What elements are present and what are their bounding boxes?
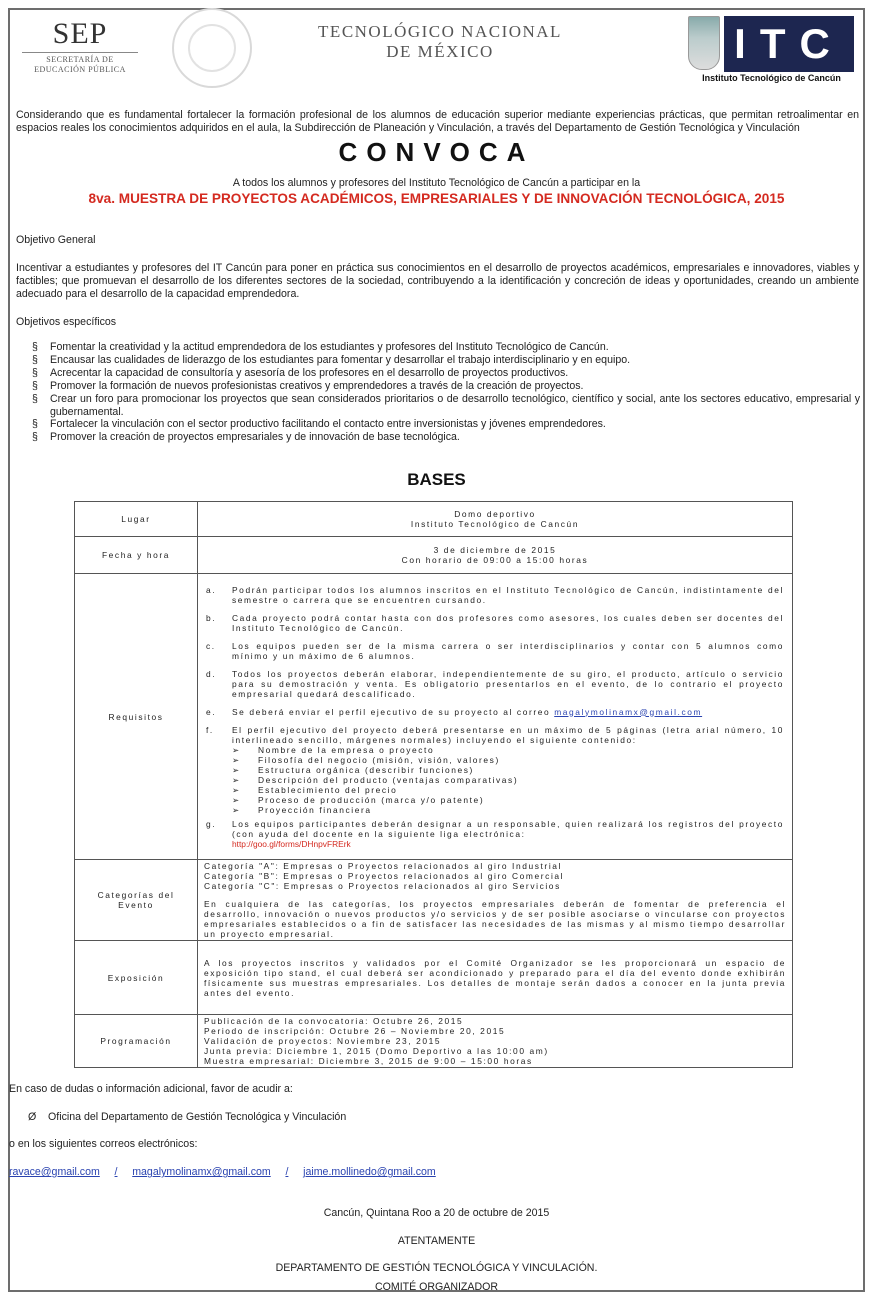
lugar-label: Lugar [75,502,198,537]
objetivos-especificos-heading: Objetivos específicos [16,316,117,328]
requisito-text: El perfil ejecutivo del proyecto deberá presentarse en un máximo de 5 páginas (letra arial número, 10 interlineado sencillo, márgenes normales) incluyendo el siguiente contenido: [232,724,784,745]
list-item [32,354,860,367]
lugar-value [198,502,793,537]
programacion-item: Junta previa: Diciembre 1, 2015 (Domo Deportivo a las 10:00 am) [204,1046,549,1056]
oficina-text: Oficina del Departamento de Gestión Tecnológica y Vinculación [48,1111,347,1123]
requisito-letter: g. [206,818,217,829]
fecha-label: Fecha y hora [75,537,198,574]
table-row [75,1015,793,1068]
bullet-icon: § [32,431,38,444]
arrow-icon: ➢ [232,794,241,805]
arrow-icon: ➢ [232,744,241,755]
list-item [32,418,860,431]
categorias-value [198,860,793,941]
sep-logo-divider [22,52,138,53]
requisito-b [206,613,784,633]
arrow-icon: ➢ [232,774,241,785]
arrow-icon: ➢ [232,784,241,795]
fecha-line-1: 3 de diciembre de 2015 [433,545,557,555]
programacion-label: Programación [75,1015,198,1068]
requisito-text: Los equipos pueden ser de la misma carrera o ser interdisciplinarios y contar con 5 alumnos como mínimo y un máximo de 6 alumnos. [232,640,784,661]
requisito-text: Los equipos participantes deberán designar a un responsable, quien realizará los registros del proyecto (con ayuda del docente en la siguiente liga electrónica: [232,818,784,839]
bases-heading: BASES [407,470,466,489]
objetivo-general-text: Incentivar a estudiantes y profesores del IT Cancún para poner en práctica sus conocimientos en el desarrollo de proyectos académicos, empresariales e innovadores, viables y factibles; que promuevan el desarrollo de los diferentes sectores de la sociedad, contribuyendo a la identificación y concreción de ideas y oportunidades, creando un ambiente adecuado para el desarrollo de la capacidad emprendedora. [16,262,859,300]
table-row [75,860,793,941]
programacion-item: Validación de proyectos: Noviembre 23, 2015 [204,1036,442,1046]
list-item [232,805,784,815]
requisitos-value [198,574,793,860]
email-link[interactable]: ravace@gmail.com [9,1166,100,1178]
table-row [75,537,793,574]
perfil-content-list [232,745,784,815]
list-item-text: Proceso de producción (marca y/o patente) [258,794,485,805]
correos-intro: o en los siguientes correos electrónicos: [9,1138,198,1150]
list-item [232,745,784,755]
list-item-text: Proyección financiera [258,804,372,815]
sep-logo-subtitle-2: EDUCACIÓN PÚBLICA [34,65,126,74]
exposicion-label: Exposición [75,941,198,1015]
atentamente: ATENTAMENTE [397,1235,476,1247]
convoca-heading: CONVOCA [338,137,535,167]
itc-logo: ITC [724,16,854,72]
requisito-g [206,819,784,839]
list-item-text: Filosofía del negocio (misión, visión, valores) [258,754,500,765]
bullet-icon: § [32,418,38,431]
table-row [75,574,793,860]
objetivos-list [32,341,860,444]
arrow-icon: ➢ [232,764,241,775]
programacion-value [198,1015,793,1068]
department-signature: DEPARTAMENTO DE GESTIÓN TECNOLÓGICA Y VINCULACIÓN. [275,1262,598,1274]
fecha-line-2: Con horario de 09:00 a 15:00 horas [401,555,589,565]
list-item-text: Promover la formación de nuevos profesionistas creativos y emprendedores a través de la creación de proyectos. [50,379,584,392]
requisito-letter: f. [206,724,214,735]
tecnm-logo [300,22,580,62]
list-item [32,341,860,354]
list-item [232,765,784,775]
list-item-text: Encausar las cualidades de liderazgo de los estudiantes para fomentar y desarrollar el trabajo interdisciplinario y en equipo. [50,353,631,366]
list-item [232,755,784,765]
bullet-icon: § [32,392,38,405]
bullet-icon: § [32,366,38,379]
list-item-text: Crear un foro para promocionar los proyectos que sean considerados prioritarios o de desarrollo tecnológico, científico y social, ante los sectores educativo, empresarial y gubernamental. [50,392,860,418]
list-item-text: Acrecentar la capacidad de consultoría y asesoría de los profesores en el desarrollo de proyectos productivos. [50,366,569,379]
requisito-c [206,641,784,661]
comite-signature: COMITÉ ORGANIZADOR [374,1281,498,1293]
sep-logo [10,18,150,75]
email-link[interactable]: magalymolinamx@gmail.com [554,706,703,717]
fecha-value [198,537,793,574]
exposicion-value: A los proyectos inscritos y validados por el Comité Organizador se les proporcionará un espacio de exposición tipo stand, el cual deberá ser acondicionado y preparado para el día del evento donde exhibirán físicamente sus muestras empresariales. Los detalles de montaje serán dados a conocer en la junta previa antes del evento. [198,941,793,1015]
oficina-item [28,1111,346,1123]
list-item-text: Estructura orgánica (describir funciones) [258,764,474,775]
list-item [32,380,860,393]
requisito-e [206,707,784,717]
sep-logo-subtitle-1: SECRETARÍA DE [46,55,114,64]
requisito-a [206,585,784,605]
email-separator: / [114,1166,118,1178]
mexico-seal-icon [172,8,252,88]
programacion-item: Muestra empresarial: Diciembre 3, 2015 de 9:00 – 15:00 horas [204,1056,533,1066]
itc-shield-icon [688,16,720,70]
emails-line [9,1166,436,1178]
table-row [75,941,793,1015]
categorias-text: En cualquiera de las categorías, los proyectos empresariales deberán de fomentar de preferencia el desarrollo, innovación o nuevos productos y/o servicios y de ser posible asociarse o vincularse con proyectos empresariales establecidos o a fin de satisfacer las necesidades de las mismas y al mismo tiempo desarrollar un proyecto empresarial. [204,899,786,939]
invite-line: A todos los alumnos y profesores del Instituto Tecnológico de Cancún a participar en la [232,177,641,189]
list-item [232,775,784,785]
requisitos-label: Requisitos [75,574,198,860]
programacion-item: Periodo de inscripción: Octubre 26 – Noviembre 20, 2015 [204,1026,506,1036]
requisito-letter: e. [206,706,217,717]
bullet-icon: § [32,341,38,353]
list-item-text: Promover la creación de proyectos empresariales y de innovación de base tecnológica. [50,431,460,444]
bases-table [74,501,793,1068]
email-separator: / [285,1166,289,1178]
list-item [232,795,784,805]
categoria-c: Categoría "C": Empresas o Proyectos relacionados al giro Servicios [204,881,561,891]
tecnm-line-2: DE MÉXICO [386,42,494,61]
requisito-text: Se deberá enviar el perfil ejecutivo de su proyecto al correo [232,706,551,717]
requisito-letter: b. [206,612,217,623]
objetivo-general-heading: Objetivo General [16,234,96,246]
lugar-line-2: Instituto Tecnológico de Cancún [410,519,580,529]
list-item [32,367,860,380]
bullet-icon: § [32,379,38,392]
lugar-line-1: Domo deportivo [454,509,536,519]
requisito-d [206,669,784,699]
requisito-f [206,725,784,815]
intro-paragraph: Considerando que es fundamental fortalecer la formación profesional de los alumnos de educación superior mediante experiencias prácticas, que permitan retroalimentar en espacios reales los conocimientos adquiridos en el aula, la Subdirección de Planeación y Vinculación, a través del Departamento de Gestión Tecnológica y Vinculación [16,109,859,134]
requisito-text: Todos los proyectos deberán elaborar, independientemente de su giro, el producto, artículo o servicio para su demostración y venta. Es obligatorio presentarlos en el evento, de lo contrario el proyecto empresarial quedará descalificado. [232,668,784,699]
categoria-b: Categoría "B": Empresas o Proyectos relacionados al giro Comercial [204,871,565,881]
table-row [75,502,793,537]
place-date: Cancún, Quintana Roo a 20 de octubre de 2015 [323,1207,550,1219]
list-item [32,393,860,419]
sep-logo-text: SEP [52,17,108,50]
list-item-text: Descripción del producto (ventajas comparativas) [258,774,519,785]
list-item-text: Fomentar la creatividad y la actitud emprendedora de los estudiantes y profesores del Instituto Tecnológico de Cancún. [50,341,609,353]
requisito-text: Cada proyecto podrá contar hasta con dos profesores como asesores, los cuales deben ser docentes del Instituto Tecnológico de Cancún. [232,612,784,633]
list-item-text: Nombre de la empresa o proyecto [258,744,435,755]
list-item [32,431,860,444]
dudas-text: En caso de dudas o información adicional, favor de acudir a: [9,1083,293,1095]
email-link[interactable]: jaime.mollinedo@gmail.com [303,1166,436,1178]
requisito-letter: a. [206,584,217,595]
event-title: 8va. MUESTRA DE PROYECTOS ACADÉMICOS, EMPRESARIALES Y DE INNOVACIÓN TECNOLÓGICA, 2015 [88,191,785,206]
arrow-icon: ➢ [232,804,241,815]
arrow-icon: ➢ [232,754,241,765]
programacion-item: Publicación de la convocatoria: Octubre 26, 2015 [204,1016,464,1026]
bullet-icon: § [32,353,38,366]
list-item-text: Fortalecer la vinculación con el sector productivo facilitando el contacto entre inversionistas y jóvenes emprendedores. [50,418,606,431]
itc-logo-subtitle: Instituto Tecnológico de Cancún [702,73,841,83]
requisito-letter: d. [206,668,217,679]
requisito-letter: c. [206,640,216,651]
requisito-text: Podrán participar todos los alumnos inscritos en el Instituto Tecnológico de Cancún, indistintamente del semestre o carrera que se encuentren cursando. [232,584,784,605]
registration-link[interactable]: http://goo.gl/forms/DHnpvFRErk [232,838,351,849]
categorias-label: Categorías del Evento [75,860,198,941]
email-link[interactable]: magalymolinamx@gmail.com [132,1166,271,1178]
tecnm-line-1: TECNOLÓGICO NACIONAL [318,22,562,41]
list-item [232,785,784,795]
list-item-text: Establecimiento del precio [258,784,398,795]
categoria-a: Categoría "A": Empresas o Proyectos relacionados al giro Industrial [204,861,563,871]
bullet-icon: Ø [28,1111,37,1123]
